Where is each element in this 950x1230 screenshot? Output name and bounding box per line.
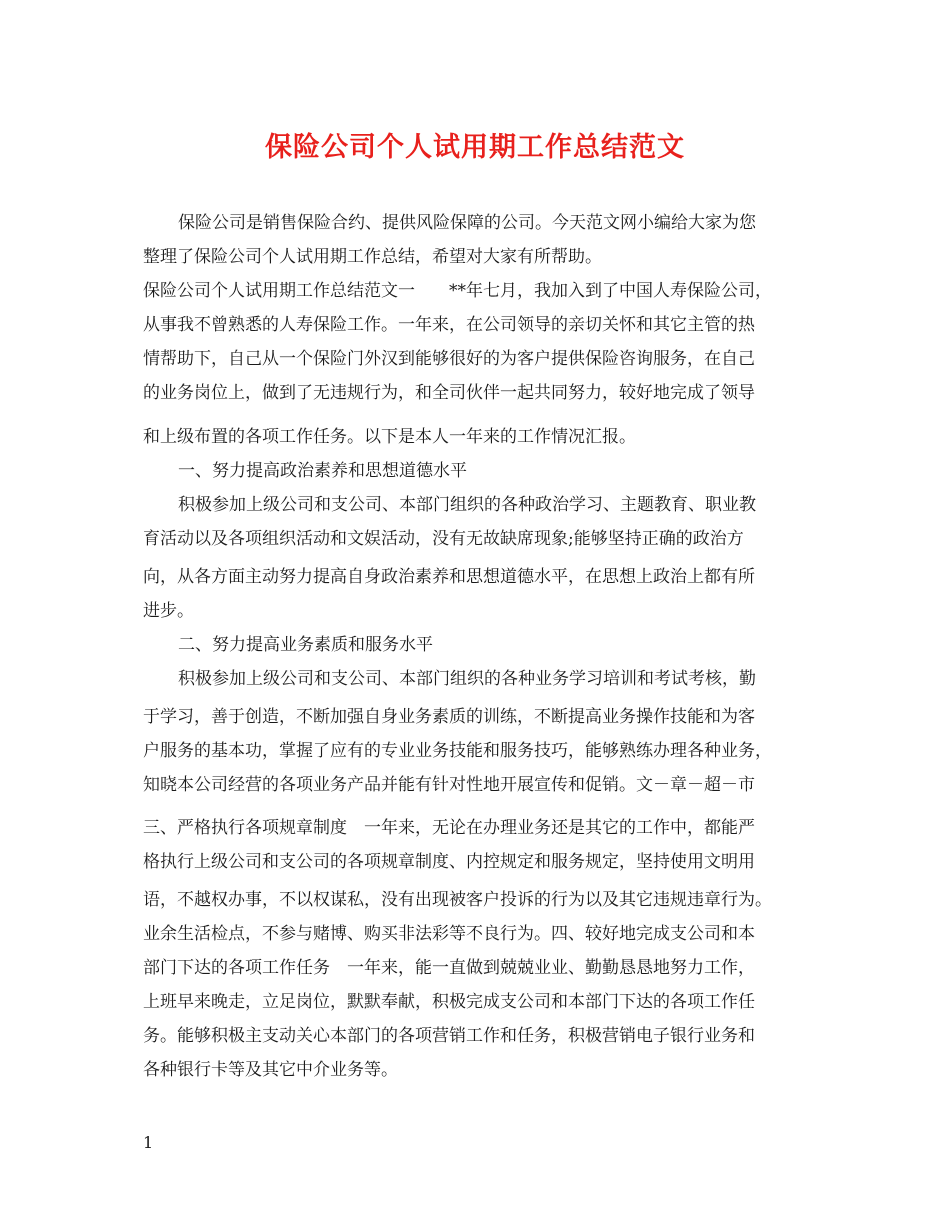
body-line: 和上级布置的各项工作任务。以下是本人一年来的工作情况汇报。 (143, 427, 636, 447)
body-line: 积极参加上级公司和支公司、本部门组织的各种业务学习培训和考试考核，勤 (178, 669, 756, 689)
body-line: 育活动以及各项组织活动和文娱活动，没有无故缺席现象;能够坚持正确的政治方 (143, 529, 744, 549)
body-line: 知晓本公司经营的各项业务产品并能有针对性地开展宣传和促销。文－章－超－市 (143, 775, 755, 795)
page-number: 1 (143, 1133, 154, 1152)
body-line: 整理了保险公司个人试用期工作总结，希望对大家有所帮助。 (143, 247, 602, 267)
body-line: 从事我不曾熟悉的人寿保险工作。一年来，在公司领导的亲切关怀和其它主管的热 (143, 315, 755, 335)
section-heading: 二、努力提高业务素质和服务水平 (178, 635, 433, 655)
body-line: 三、严格执行各项规章制度 一年来，无论在办理业务还是其它的工作中，都能严 (143, 818, 755, 838)
body-line: 户服务的基本功，掌握了应有的专业业务技能和服务技巧，能够熟练办理各种业务， (143, 741, 772, 761)
body-line: 积极参加上级公司和支公司、本部门组织的各种政治学习、主题教育、职业教 (178, 495, 756, 515)
body-line: 务。能够积极主支动关心本部门的各项营销工作和任务，积极营销电子银行业务和 (143, 1026, 755, 1046)
section-heading: 一、努力提高政治素养和思想道德水平 (178, 461, 467, 481)
body-line: 向，从各方面主动努力提高自身政治素养和思想道德水平，在思想上政治上都有所 (143, 567, 755, 587)
body-line: 进步。 (143, 601, 194, 621)
body-line: 部门下达的各项工作任务 一年来，能一直做到兢兢业业、勤勤恳恳地努力工作， (143, 958, 755, 978)
body-line: 的业务岗位上，做到了无违规行为，和全司伙伴一起共同努力，较好地完成了领导 (143, 383, 755, 403)
body-line: 业余生活检点，不参与赌博、购买非法彩等不良行为。四、较好地完成支公司和本 (143, 924, 755, 944)
body-line: 各种银行卡等及其它中介业务等。 (143, 1060, 398, 1080)
body-line: 格执行上级公司和支公司的各项规章制度、内控规定和服务规定，坚持使用文明用 (143, 852, 755, 872)
body-line: 保险公司个人试用期工作总结范文一 **年七月，我加入到了中国人寿保险公司， (143, 281, 772, 301)
body-line: 保险公司是销售保险合约、提供风险保障的公司。今天范文网小编给大家为您 (178, 213, 756, 233)
body-line: 语，不越权办事，不以权谋私，没有出现被客户投诉的行为以及其它违规违章行为。 (143, 890, 772, 910)
document-title: 保险公司个人试用期工作总结范文 (265, 132, 685, 163)
body-line: 于学习，善于创造，不断加强自身业务素质的训练，不断提高业务操作技能和为客 (143, 707, 755, 727)
body-line: 情帮助下，自己从一个保险门外汉到能够很好的为客户提供保险咨询服务，在自己 (143, 349, 755, 369)
body-line: 上班早来晚走，立足岗位，默默奉献，积极完成支公司和本部门下达的各项工作任 (143, 992, 755, 1012)
